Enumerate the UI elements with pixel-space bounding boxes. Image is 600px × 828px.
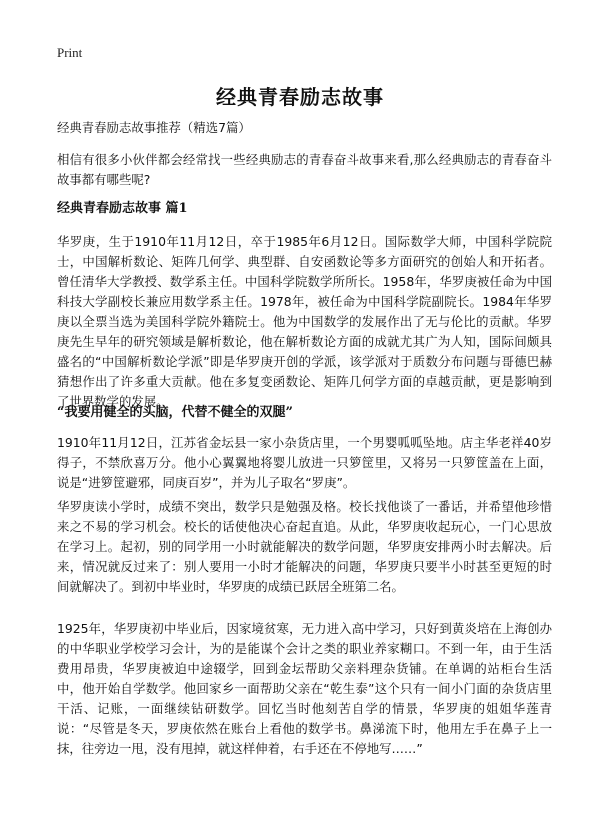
subtitle: 经典青春励志故事推荐（精选7篇） (57, 120, 251, 135)
paragraph-1: 华罗庚，生于1910年11月12日，卒于1985年6月12日。国际数学大师，中国科学院院士，中国解析数论、矩阵几何学、典型群、自安函数论等多方面研究的创始人和开拓者。曾任清华大学教授、数学系主任。中国科学院数学所所长。1958年，华罗庚被任命为中国科技大学副校长兼应用数学系主任。1978年，被任命为中国科学院副院长。1984年华罗庚以全票当选为美国科学院外籍院士。他为中国数学的发展作出了无与伦比的贡献。华罗庚先生早年的研究领域是解析数论，他在解析数论方面的成就尤其广为人知，国际间颇具盛名的“中国解析数论学派”即是华罗庚开创的学派，该学派对于质数分布问题与哥德巴赫猜想作出了许多重大贡献。他在多复变函数论、矩阵几何学方面的卓越贡献，更是影响到了世界数学的发展。 (57, 234, 552, 409)
quote-heading: “我要用健全的头脑，代替不健全的双腿” (57, 405, 293, 420)
intro-paragraph: 相信有很多小伙伴都会经常找一些经典励志的青春奋斗故事来看,那么经典励志的青春奋斗故事都有哪些呢? (57, 152, 552, 187)
paragraph-3: 华罗庚读小学时，成绩不突出，数学只是勉强及格。校长找他谈了一番话，并希望他珍惜来之不易的学习机会。校长的话使他决心奋起直追。从此，华罗庚收起玩心，一门心思放在学习上。起初，别的同学用一小时就能解决的数学问题，华罗庚安排两小时去解决。后来，情况就反过来了：别人要用一小时才能解决的问题，华罗庚只要半小时甚至更短的时间就解决了。到初中毕业时，华罗庚的成绩已跃居全班第二名。 (57, 499, 552, 594)
section-heading: 经典青春励志故事 篇1 (57, 201, 188, 216)
paragraph-4: 1925年，华罗庚初中毕业后，因家境贫寒，无力进入高中学习，只好到黄炎培在上海创办的中华职业学校学习会计，为的是能谋个会计之类的职业养家糊口。不到一年，由于生活费用昂贵，华罗庚被迫中途辍学，回到金坛帮助父亲料理杂货铺。在单调的站柜台生活中，他开始自学数学。他回家乡一面帮助父亲在“乾生泰”这个只有一间小门面的杂货店里干活、记账，一面继续钻研数学。回忆当时他刻苦自学的情景，华罗庚的姐姐华莲青说：“尽管是冬天，罗庚依然在账台上看他的数学书。鼻涕流下时，他用左手在鼻子上一抹，往旁边一甩，没有甩掉，就这样伸着，右手还在不停地写……” (57, 621, 552, 756)
page-title: 经典青春励志故事 (216, 85, 384, 109)
paragraph-2: 1910年11月12日，江苏省金坛县一家小杂货店里，一个男婴呱呱坠地。店主华老祥40岁得子，不禁欣喜万分。他小心翼翼地将婴儿放进一只箩筐里，又将另一只箩筐盖在上面，说是“进箩筐避邪，同庚百岁”，并为儿子取名“罗庚”。 (57, 435, 552, 490)
print-label[interactable]: Print (57, 45, 83, 60)
